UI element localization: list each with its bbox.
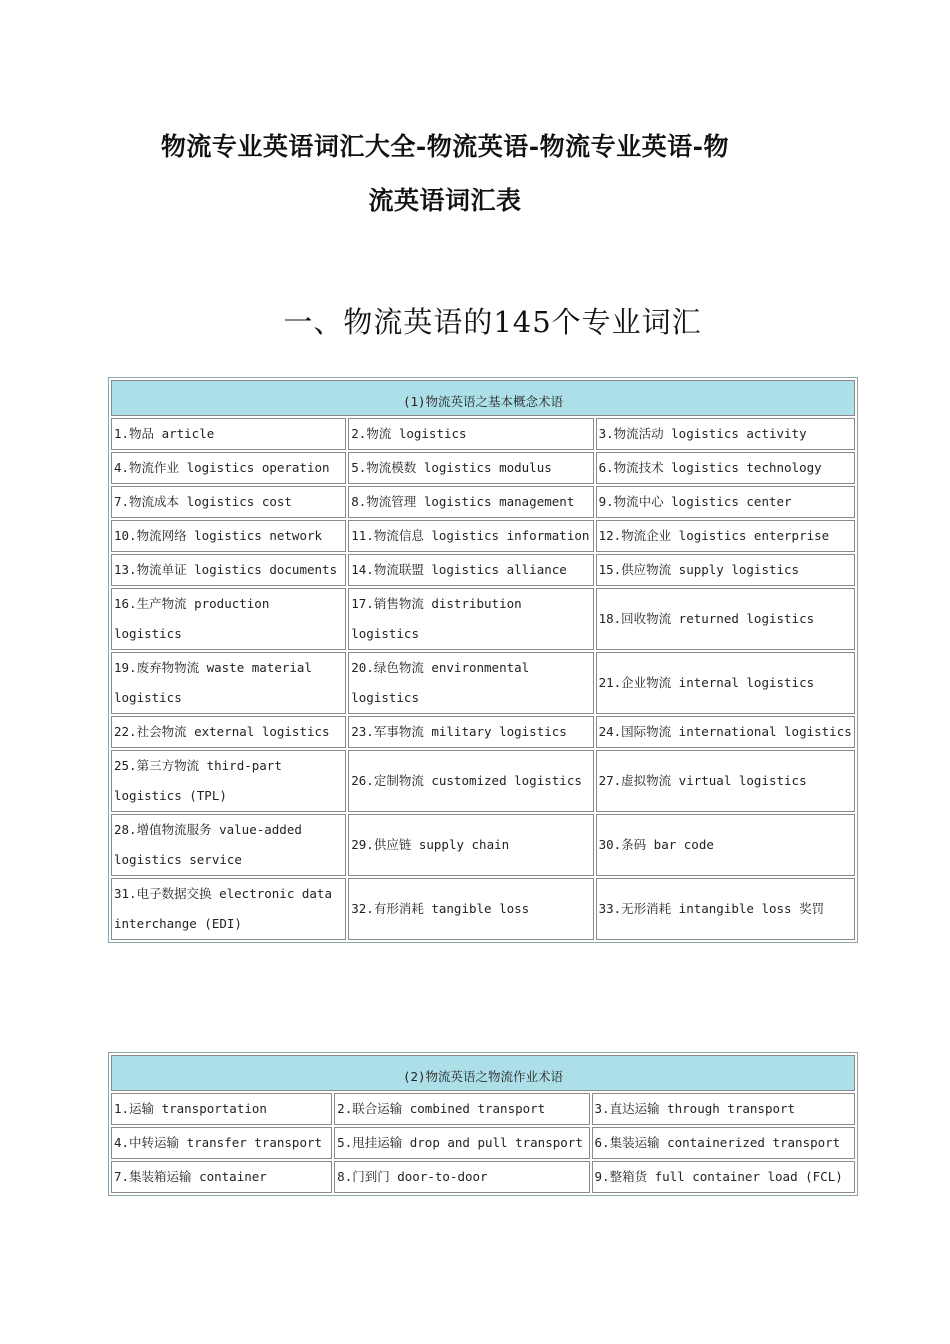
term-cell: 23.军事物流 military logistics bbox=[348, 716, 593, 748]
term-cell: 24.国际物流 international logistics bbox=[596, 716, 855, 748]
table-row bbox=[111, 452, 855, 484]
term-cell: 2.联合运输 combined transport bbox=[334, 1093, 589, 1125]
term-cell: 1.物品 article bbox=[111, 418, 346, 450]
operations-terms-table bbox=[108, 1052, 858, 1196]
term-cell: 6.物流技术 logistics technology bbox=[596, 452, 855, 484]
term-cell: 8.物流管理 logistics management bbox=[348, 486, 593, 518]
term-cell: 5.甩挂运输 drop and pull transport bbox=[334, 1127, 589, 1159]
table-row bbox=[111, 716, 855, 748]
table-row bbox=[111, 520, 855, 552]
term-cell: 9.整箱货 full container load (FCL) bbox=[592, 1161, 855, 1193]
term-cell: 8.门到门 door-to-door bbox=[334, 1161, 589, 1193]
term-cell: 4.物流作业 logistics operation bbox=[111, 452, 346, 484]
term-cell: 14.物流联盟 logistics alliance bbox=[348, 554, 593, 586]
term-cell: 5.物流模数 logistics modulus bbox=[348, 452, 593, 484]
document-title-line-1: 物流专业英语词汇大全-物流英语-物流专业英语-物 bbox=[160, 132, 730, 161]
table-caption-row bbox=[111, 1055, 855, 1091]
term-cell: 12.物流企业 logistics enterprise bbox=[596, 520, 855, 552]
term-cell: 13.物流单证 logistics documents bbox=[111, 554, 346, 586]
table-row bbox=[111, 554, 855, 586]
term-cell: 31.电子数据交换 electronic data interchange (EDI) bbox=[111, 878, 346, 940]
table-row bbox=[111, 486, 855, 518]
basic-concepts-table bbox=[108, 377, 858, 943]
term-cell: 11.物流信息 logistics information bbox=[348, 520, 593, 552]
table-caption-row bbox=[111, 380, 855, 416]
term-cell: 22.社会物流 external logistics bbox=[111, 716, 346, 748]
table-row bbox=[111, 588, 855, 650]
table-row bbox=[111, 1127, 855, 1159]
document-title-line-2: 流英语词汇表 bbox=[368, 186, 522, 215]
table-row bbox=[111, 418, 855, 450]
table-caption: (2)物流英语之物流作业术语 bbox=[111, 1055, 855, 1091]
table-row bbox=[111, 1161, 855, 1193]
term-cell: 15.供应物流 supply logistics bbox=[596, 554, 855, 586]
table-caption: (1)物流英语之基本概念术语 bbox=[111, 380, 855, 416]
table-row bbox=[111, 878, 855, 940]
term-cell: 27.虚拟物流 virtual logistics bbox=[596, 750, 855, 812]
term-cell: 32.有形消耗 tangible loss bbox=[348, 878, 593, 940]
term-cell: 21.企业物流 internal logistics bbox=[596, 652, 855, 714]
term-cell: 28.增值物流服务 value-added logistics service bbox=[111, 814, 346, 876]
term-cell: 18.回收物流 returned logistics bbox=[596, 588, 855, 650]
term-cell: 29.供应链 supply chain bbox=[348, 814, 593, 876]
term-cell: 1.运输 transportation bbox=[111, 1093, 332, 1125]
term-cell: 16.生产物流 production logistics bbox=[111, 588, 346, 650]
table-row bbox=[111, 750, 855, 812]
term-cell: 7.集装箱运输 container bbox=[111, 1161, 332, 1193]
term-cell: 17.销售物流 distribution logistics bbox=[348, 588, 593, 650]
term-cell: 6.集装运输 containerized transport bbox=[592, 1127, 855, 1159]
term-cell: 3.直达运输 through transport bbox=[592, 1093, 855, 1125]
section-heading: 一、物流英语的145个专业词汇 bbox=[283, 305, 702, 339]
term-cell: 20.绿色物流 environmental logistics bbox=[348, 652, 593, 714]
table-row bbox=[111, 652, 855, 714]
term-cell: 4.中转运输 transfer transport bbox=[111, 1127, 332, 1159]
term-cell: 7.物流成本 logistics cost bbox=[111, 486, 346, 518]
term-cell: 9.物流中心 logistics center bbox=[596, 486, 855, 518]
term-cell: 30.条码 bar code bbox=[596, 814, 855, 876]
term-cell: 19.废弃物物流 waste material logistics bbox=[111, 652, 346, 714]
term-cell: 25.第三方物流 third-part logistics (TPL) bbox=[111, 750, 346, 812]
term-cell: 3.物流活动 logistics activity bbox=[596, 418, 855, 450]
term-cell: 26.定制物流 customized logistics bbox=[348, 750, 593, 812]
term-cell: 33.无形消耗 intangible loss 奖罚 bbox=[596, 878, 855, 940]
term-cell: 10.物流网络 logistics network bbox=[111, 520, 346, 552]
term-cell: 2.物流 logistics bbox=[348, 418, 593, 450]
table-row bbox=[111, 814, 855, 876]
table-row bbox=[111, 1093, 855, 1125]
